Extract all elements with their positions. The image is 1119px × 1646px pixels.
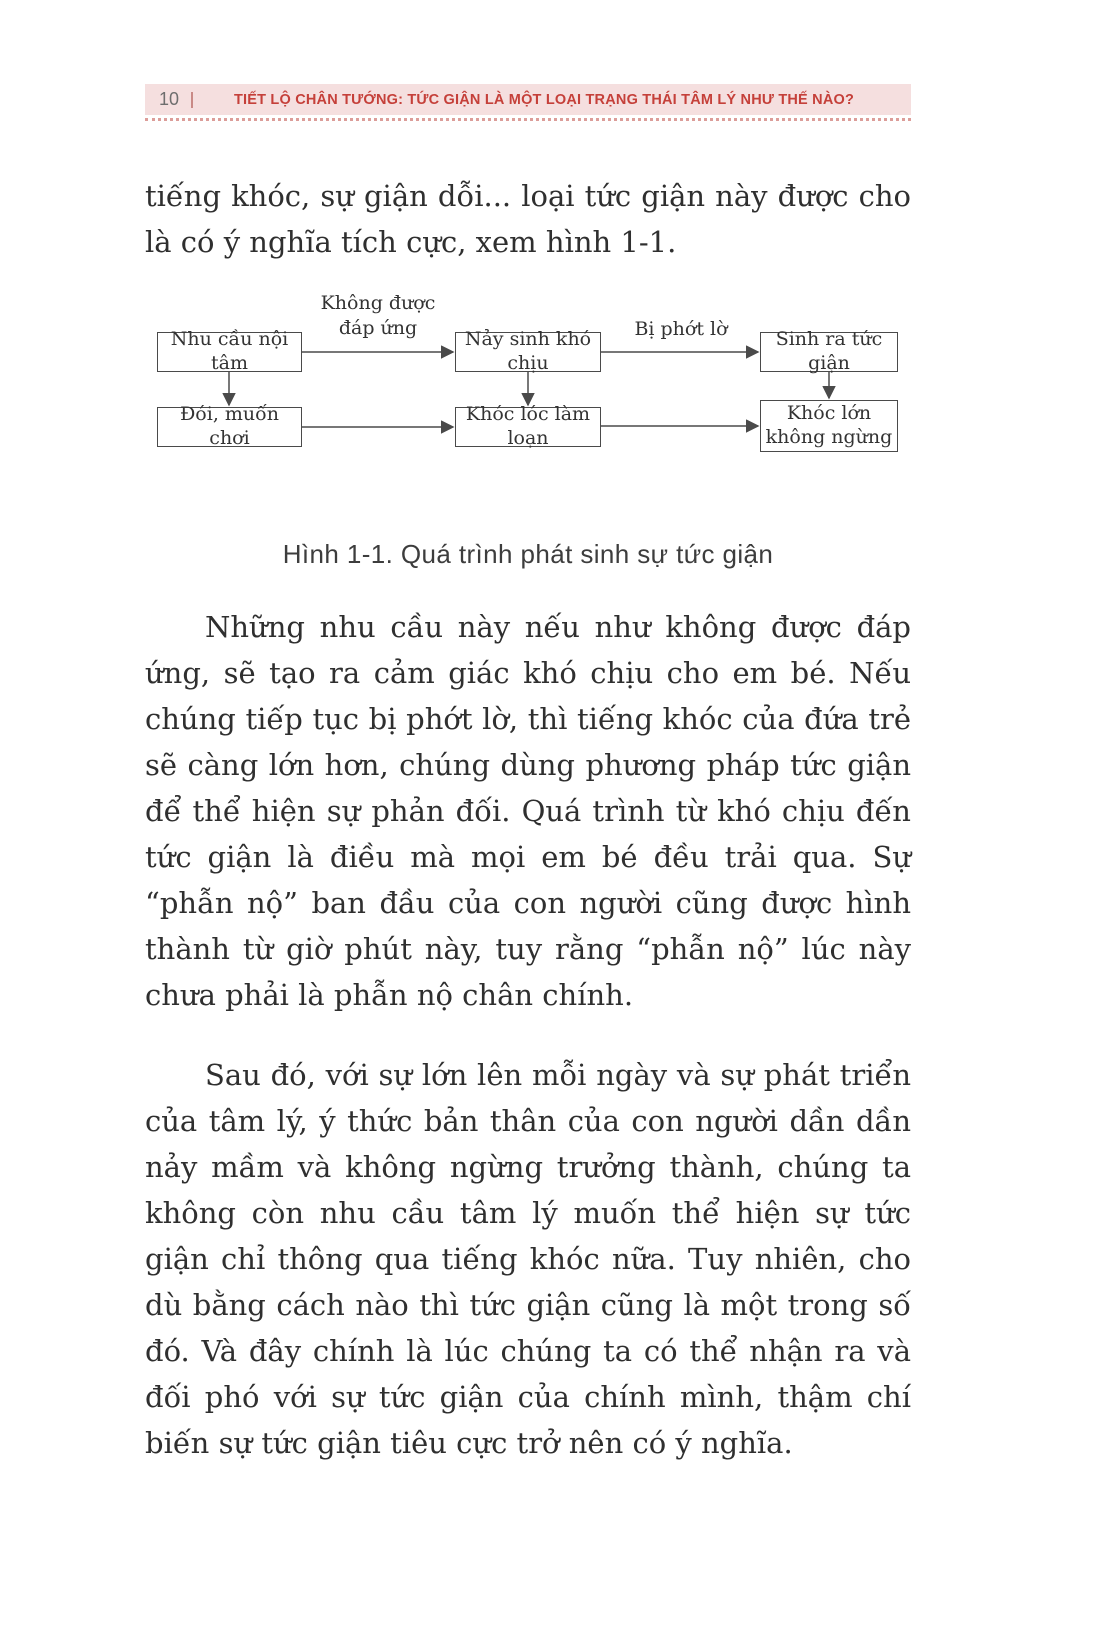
flow-box-loud-crying: Khóc lớn không ngừng xyxy=(760,400,898,452)
flow-box-hungry-play: Đói, muốn chơi xyxy=(157,407,302,447)
running-header xyxy=(145,84,911,115)
paragraph: Những nhu cầu này nếu như không được đáp ứng, sẽ tạo ra cảm giác khó chịu cho em bé. Nếu chúng tiếp tục bị phớt lờ, thì tiếng khóc của đứa trẻ sẽ càng lớn hơn, chúng dùng phương pháp tức giận để thể hiện sự phản đối. Quá trình từ khó chịu đến tức giận là điều mà mọi em bé đều trải qua. Sự “phẫn nộ” ban đầu của con người cũng được hình thành từ giờ phút này, tuy rằng “phẫn nộ” lúc này chưa phải là phẫn nộ chân chính. xyxy=(145,610,911,1012)
flow-box-anger: Sinh ra tức giận xyxy=(760,332,898,372)
intro-paragraph: tiếng khóc, sự giận dỗi... loại tức giận này được cho là có ý nghĩa tích cực, xem hình 1-1. xyxy=(145,179,911,259)
chapter-title: TIẾT LỘ CHÂN TƯỚNG: TỨC GIẬN LÀ MỘT LOẠI TRẠNG THÁI TÂM LÝ NHƯ THẾ NÀO? xyxy=(233,91,855,108)
page-number: 10 xyxy=(159,89,180,109)
arrow-label-ignored: Bị phớt lờ xyxy=(634,318,728,340)
flow-box-inner-need: Nhu cầu nội tâm xyxy=(157,332,302,372)
dotted-divider xyxy=(145,118,911,121)
flow-box-crying-fuss: Khóc lóc làm loạn xyxy=(455,407,601,447)
body-text xyxy=(145,604,911,1466)
figure-caption: Hình 1-1. Quá trình phát sinh sự tức giận xyxy=(282,539,774,569)
flow-diagram xyxy=(145,292,911,473)
arrow-label-not-met: Không được đáp ứng xyxy=(320,292,436,339)
page-content xyxy=(145,84,911,1466)
flow-box-discomfort: Nảy sinh khó chịu xyxy=(455,332,601,372)
paragraph: Sau đó, với sự lớn lên mỗi ngày và sự phát triển của tâm lý, ý thức bản thân của con người dần dần nảy mầm và không ngừng trưởng thành, chúng ta không còn nhu cầu tâm lý muốn thể hiện sự tức giận chỉ thông qua tiếng khóc nữa. Tuy nhiên, cho dù bằng cách nào thì tức giận cũng là một trong số đó. Và đây chính là lúc chúng ta có thể nhận ra và đối phó với sự tức giận của chính mình, thậm chí biến sự tức giận tiêu cực trở nên có ý nghĩa. xyxy=(145,1058,911,1460)
